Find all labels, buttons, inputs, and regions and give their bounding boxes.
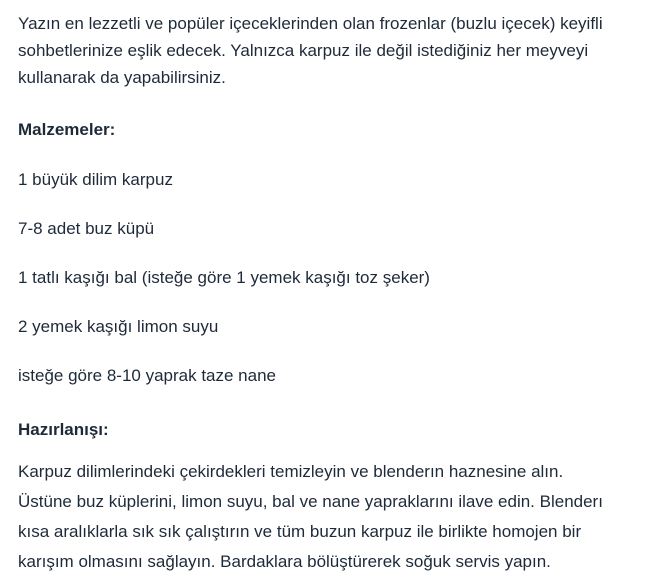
ingredient-item: isteğe göre 8-10 yaprak taze nane xyxy=(18,366,277,385)
ingredient-item: 1 büyük dilim karpuz xyxy=(18,170,173,189)
ingredients-list xyxy=(18,168,660,413)
method-paragraph: Karpuz dilimlerindeki çekirdekleri temizleyin ve blenderın haznesine alın. Üstüne buz küplerini, limon suyu, bal ve nane yapraklarını ilave edin. Blenderı kısa aralıklarla sık sık çalıştırın ve tüm buzun karpuz ile birlikte homojen bir karışım olmasını sağlayın. Bardaklara bölüştürerek soğuk servis yapın. xyxy=(18,462,603,571)
recipe-article xyxy=(18,0,660,571)
method-heading: Hazırlanışı: xyxy=(18,420,109,439)
ingredient-item: 2 yemek kaşığı limon suyu xyxy=(18,317,219,336)
intro-paragraph: Yazın en lezzetli ve popüler içeceklerinden olan frozenlar (buzlu içecek) keyifli sohbetlerinize eşlik edecek. Yalnızca karpuz ile değil istediğiniz her meyveyi kullanarak da yapabilirsiniz. xyxy=(18,14,603,87)
ingredient-item: 7-8 adet buz küpü xyxy=(18,219,155,238)
ingredient-item: 1 tatlı kaşığı bal (isteğe göre 1 yemek kaşığı toz şeker) xyxy=(18,268,430,287)
ingredients-heading: Malzemeler: xyxy=(18,120,116,139)
